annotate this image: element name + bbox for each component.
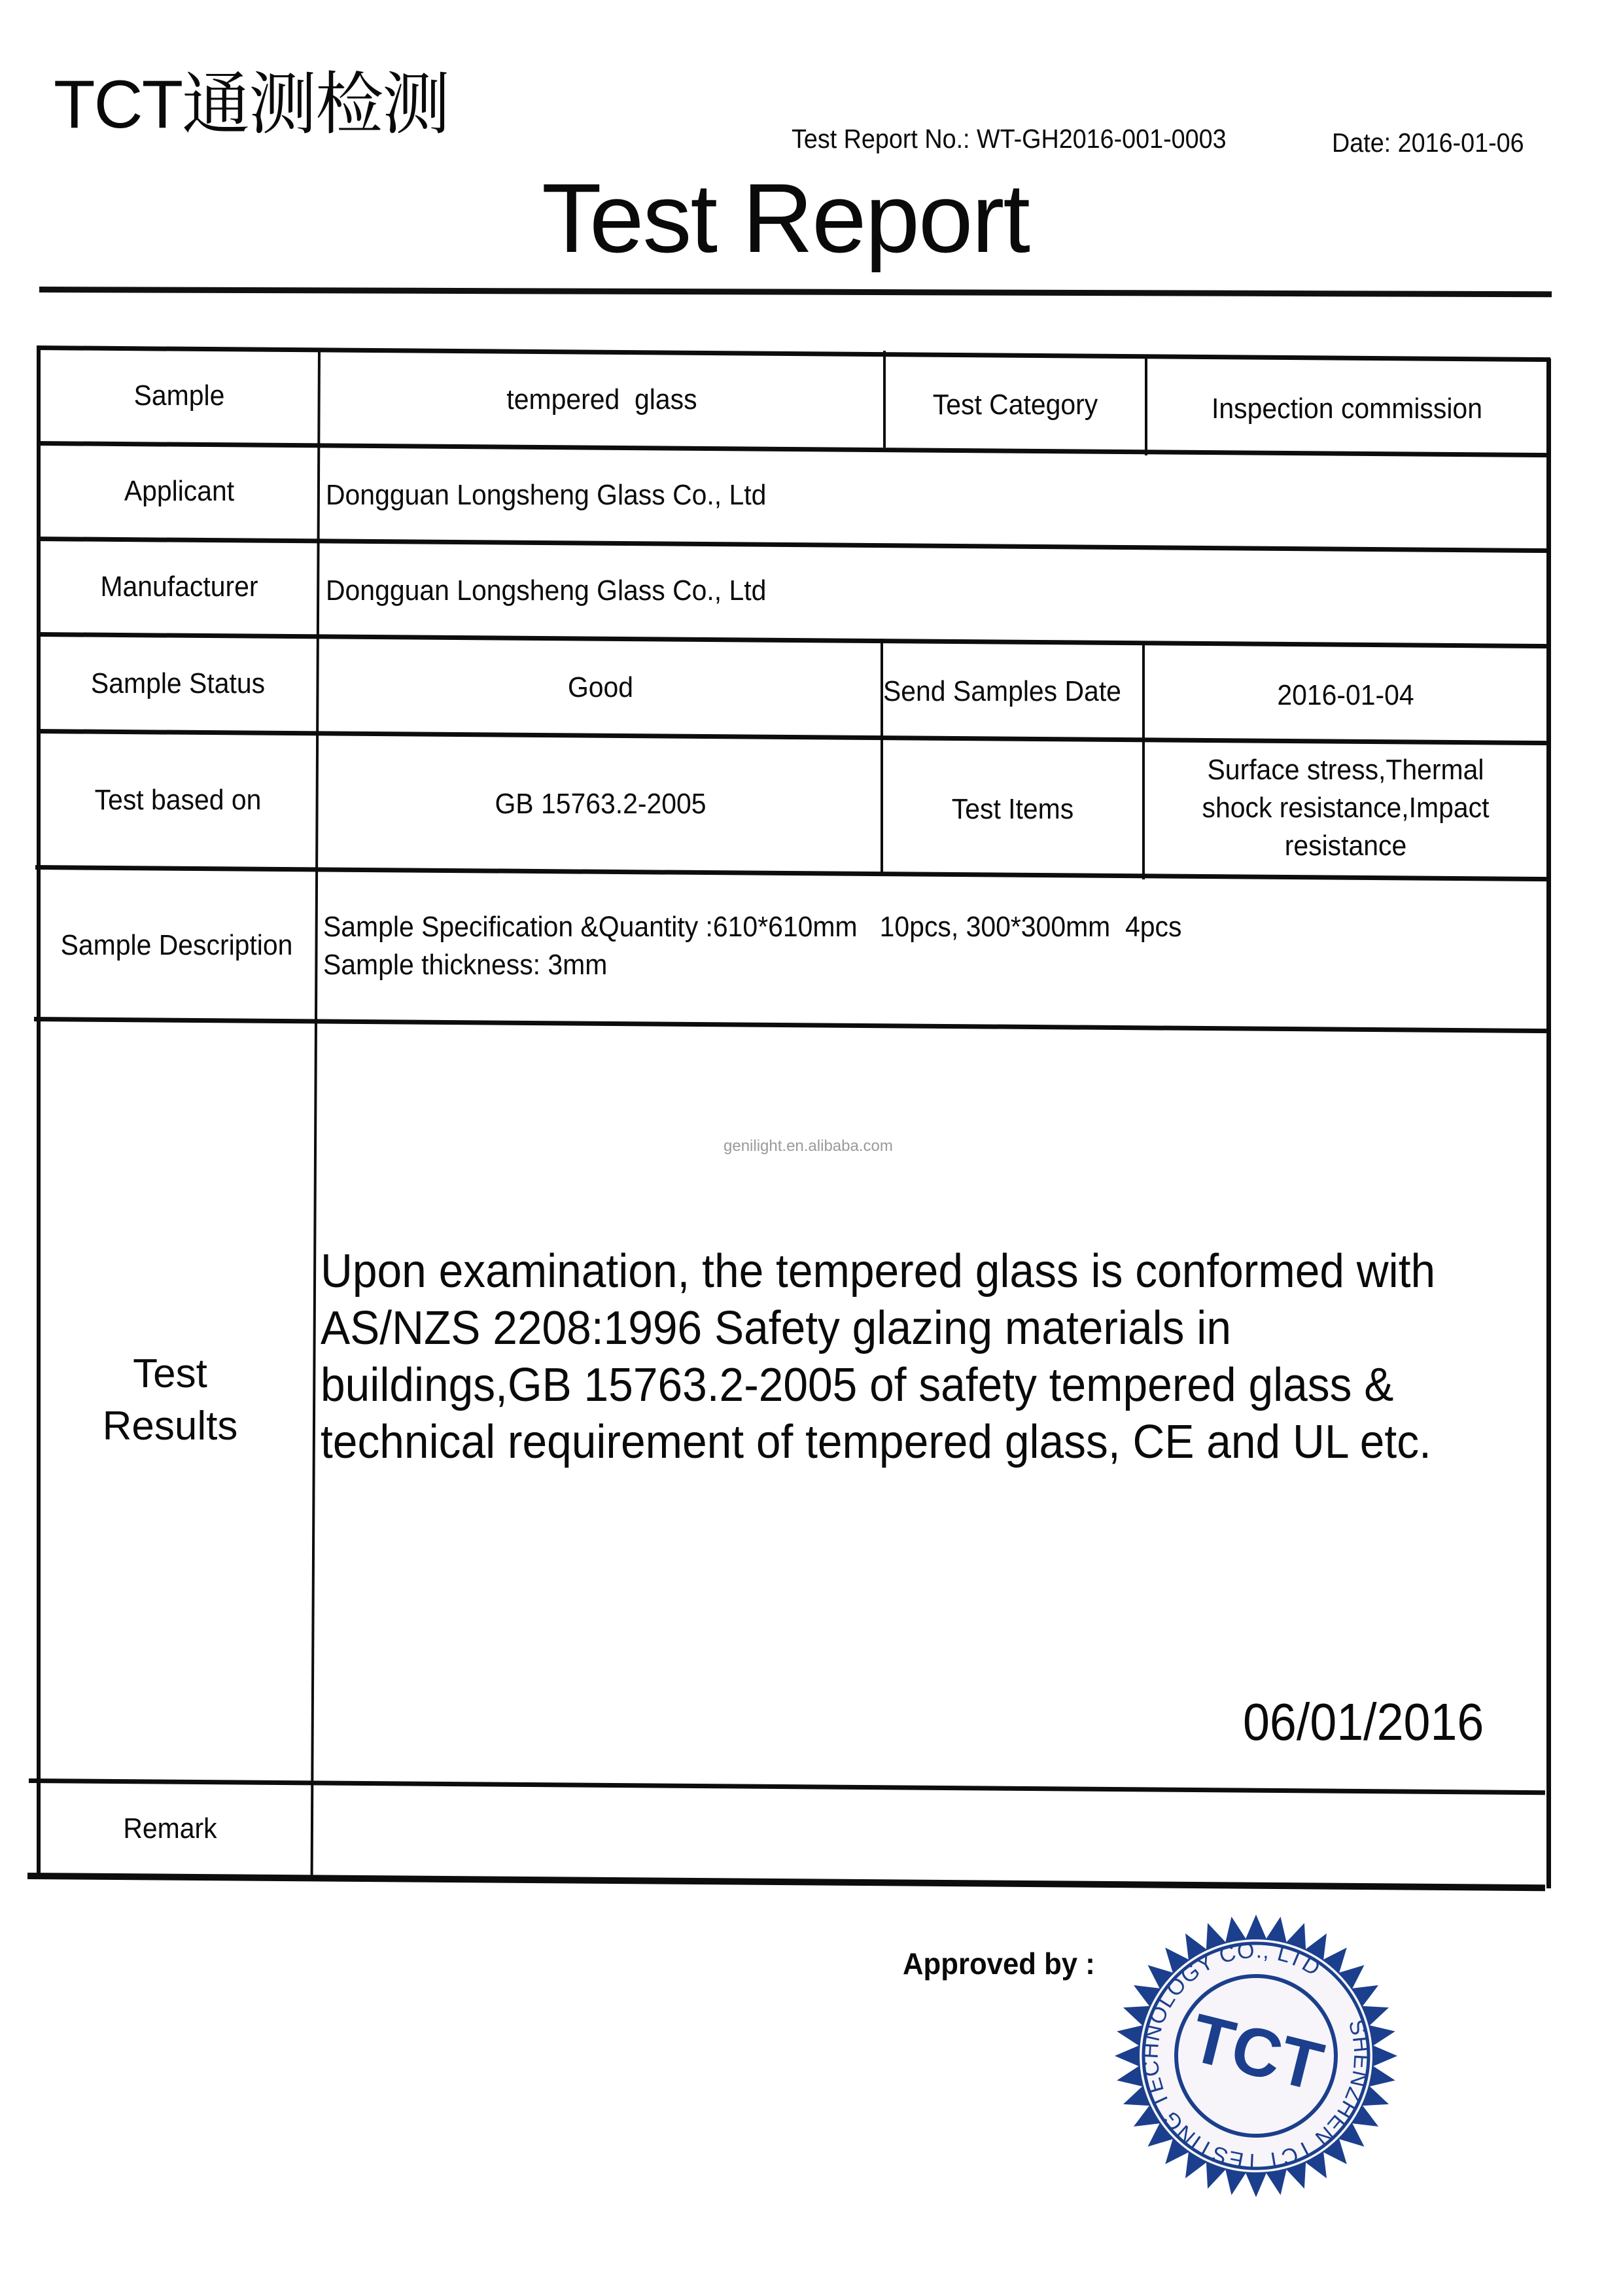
test-items-label: Test Items [951,793,1074,825]
watermark: genilight.en.alibaba.com [724,1137,893,1155]
sample-description-value [323,908,1246,984]
title-divider [39,287,1552,297]
sample-status-label: Sample Status [90,667,266,699]
company-seal-icon [1112,1912,1400,2200]
manufacturer-label: Manufacturer [100,571,258,603]
test-category-label: Test Category [932,389,1098,421]
sample-status-value: Good [567,671,634,703]
table-border-right [1546,359,1551,1888]
table-row-divider [37,729,1550,745]
test-results-label-line: Test [133,1351,207,1396]
report-number: Test Report No.: WT-GH2016-001-0003 [792,124,1227,154]
test-results-label [39,1348,301,1453]
manufacturer-value: Dongguan Longsheng Glass Co., Ltd [326,574,767,607]
table-border-left [37,345,41,1875]
seal-ring-textpath: SHENZHEN TCT TESTING TECHNOLOGY CO., LTD [1138,1937,1374,2174]
applicant-value: Dongguan Longsheng Glass Co., Ltd [326,479,767,511]
sample-description-label: Sample Description [60,929,293,961]
applicant-label: Applicant [124,475,235,507]
table-row-divider [37,537,1550,553]
test-results-label-line: Results [102,1404,238,1449]
test-items-line: resistance [1284,830,1407,862]
report-date: Date: 2016-01-06 [1332,128,1524,158]
table-row-divider [35,865,1549,881]
send-date-value: 2016-01-04 [1277,679,1414,711]
sample-value: tempered glass [506,383,697,415]
table-row-divider [29,1778,1545,1795]
company-logo: TCT通测检测 [54,67,449,143]
table-col-divider [1145,357,1147,455]
test-based-label: Test based on [94,784,262,816]
send-date-label: Send Samples Date [883,675,1121,707]
test-items-line: shock resistance,Impact [1202,792,1490,824]
table-row-divider [37,632,1550,648]
sample-spec-line: Sample Specification &Quantity :610*610mm 10pcs, 300*300mm 4pcs [323,911,1182,943]
page-title: Test Report [542,163,1029,273]
remark-label: Remark [123,1812,217,1845]
test-category-value: Inspection commission [1212,393,1482,425]
test-based-value: GB 15763.2-2005 [495,788,707,820]
table-row-divider [34,1017,1548,1033]
sample-thickness-line: Sample thickness: 3mm [323,949,608,981]
sample-label: Sample [133,380,225,412]
table-row-divider [37,345,1550,362]
approved-by-label: Approved by : [903,1947,1095,1981]
table-col-divider [311,349,321,1877]
test-results-text: Upon examination, the tempered glass is conformed with AS/NZS 2208:1996 Safety glazing materials in buildings,GB 15763.2-2005 of safety tempered glass & technical requirement of tempered glass, CE and UL etc. [321,1245,1436,1468]
test-results-date: 06/01/2016 [1243,1693,1484,1751]
test-items-value [1145,751,1546,865]
test-items-line: Surface stress,Thermal [1207,754,1484,786]
table-border-bottom [27,1873,1545,1891]
seal-center-text: TCT [1183,2000,1331,2106]
table-col-divider [883,351,886,448]
table-row-divider [37,441,1550,457]
